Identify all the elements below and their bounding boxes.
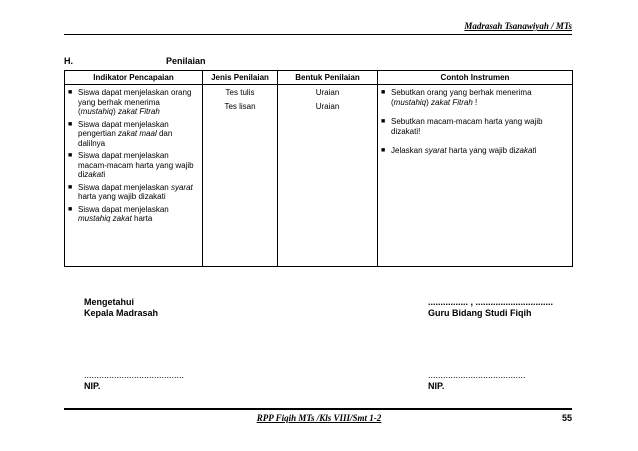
assessment-table bbox=[64, 70, 573, 267]
section-title: Penilaian bbox=[166, 56, 206, 66]
text-segment: i bbox=[534, 146, 537, 155]
footer-text: RPP Fiqih MTs /Kls VIII/Smt 1-2 bbox=[256, 413, 382, 423]
cell-jenis bbox=[203, 85, 278, 267]
instrument-list bbox=[381, 88, 569, 156]
text-segment: i bbox=[103, 170, 106, 179]
sig-right-dots: ....................................... bbox=[428, 370, 526, 380]
bullet-icon: ■ bbox=[381, 89, 386, 96]
text-segment: zakat bbox=[84, 170, 104, 179]
cell-bentuk bbox=[278, 85, 378, 267]
text-segment: ! bbox=[472, 97, 478, 107]
sig-left-dots: ........................................ bbox=[84, 370, 185, 380]
table-row bbox=[65, 85, 573, 267]
list-item bbox=[68, 183, 199, 202]
list-item bbox=[68, 88, 199, 117]
text-segment: zakat Fitrah bbox=[431, 97, 473, 107]
jenis-item: Tes tulis bbox=[225, 88, 255, 97]
bullet-icon: ■ bbox=[381, 118, 386, 125]
list-item bbox=[68, 120, 199, 149]
text-segment: mustahiq bbox=[80, 107, 114, 116]
page-header bbox=[64, 20, 572, 35]
text-segment: harta yang wajib di bbox=[446, 146, 516, 155]
text-segment: Siswa dapat menjelaskan bbox=[78, 182, 171, 192]
indicator-list bbox=[68, 88, 199, 224]
text-segment: Sebutkan orang yang berhak menerima ( bbox=[391, 88, 532, 107]
text-segment: harta bbox=[131, 214, 153, 223]
text-segment: syarat bbox=[424, 146, 447, 155]
text-segment: Jelaskan bbox=[391, 146, 425, 155]
sig-left-line2: Kepala Madrasah bbox=[84, 308, 159, 318]
sig-right-line2: Guru Bidang Studi Fiqih bbox=[428, 308, 532, 318]
bullet-icon: ■ bbox=[68, 152, 73, 159]
page-number: 55 bbox=[561, 413, 572, 423]
jenis-item: Tes lisan bbox=[224, 102, 256, 111]
bullet-icon: ■ bbox=[381, 147, 386, 154]
table-header-row bbox=[65, 71, 573, 85]
text-segment: ) bbox=[426, 97, 432, 107]
text-segment: harta yang wajib dizakati bbox=[78, 192, 166, 201]
list-item bbox=[381, 88, 569, 107]
text-segment: mustahiq zakat bbox=[78, 214, 132, 223]
bentuk-item: Uraian bbox=[315, 88, 340, 97]
cell-indikator bbox=[65, 85, 203, 267]
header-text: Madrasah Tsanawiyah / MTs bbox=[464, 21, 572, 31]
text-segment: Siswa dapat menjelaskan pengertian bbox=[78, 119, 169, 138]
text-segment: Siswa dapat menjelaskan orang yang berhak menerima ( bbox=[78, 88, 192, 116]
text-segment: dan dalilnya bbox=[78, 129, 173, 148]
text-segment: mustahiq bbox=[393, 97, 427, 107]
text-segment: Siswa dapat menjelaskan bbox=[78, 204, 169, 214]
bullet-icon: ■ bbox=[68, 205, 73, 213]
sig-left-line1: Mengetahui bbox=[84, 297, 135, 307]
text-segment: syarat bbox=[170, 182, 193, 192]
text-segment: Siswa dapat menjelaskan macam-macam harta yang wajib di bbox=[78, 151, 194, 179]
list-item bbox=[68, 205, 199, 224]
bullet-icon: ■ bbox=[68, 89, 73, 96]
text-segment: zakat bbox=[515, 146, 535, 155]
bullet-icon: ■ bbox=[68, 120, 73, 128]
footer-divider bbox=[64, 408, 572, 410]
header-bentuk: Bentuk Penilaian bbox=[278, 71, 378, 85]
text-segment: ) bbox=[113, 107, 119, 116]
header-contoh: Contoh Instrumen bbox=[378, 71, 573, 85]
list-item bbox=[381, 117, 569, 136]
sig-right-nip: NIP. bbox=[428, 381, 445, 391]
list-item bbox=[68, 151, 199, 180]
header-jenis: Jenis Penilaian bbox=[203, 71, 278, 85]
list-item bbox=[381, 146, 569, 156]
bullet-icon: ■ bbox=[68, 183, 73, 191]
cell-instrumen bbox=[378, 85, 573, 267]
header-indikator: Indikator Pencapaian bbox=[65, 71, 203, 85]
section-number: H. bbox=[64, 56, 73, 66]
sig-left-nip: NIP. bbox=[84, 381, 101, 391]
text-segment: zakat Fitrah bbox=[118, 107, 160, 116]
sig-right-line1: ................ , ............................... bbox=[428, 297, 554, 307]
bentuk-item: Uraian bbox=[315, 102, 340, 111]
text-segment: Sebutkan macam-macam harta yang wajib dizakati! bbox=[391, 117, 543, 136]
text-segment: zakat maal bbox=[118, 129, 157, 138]
